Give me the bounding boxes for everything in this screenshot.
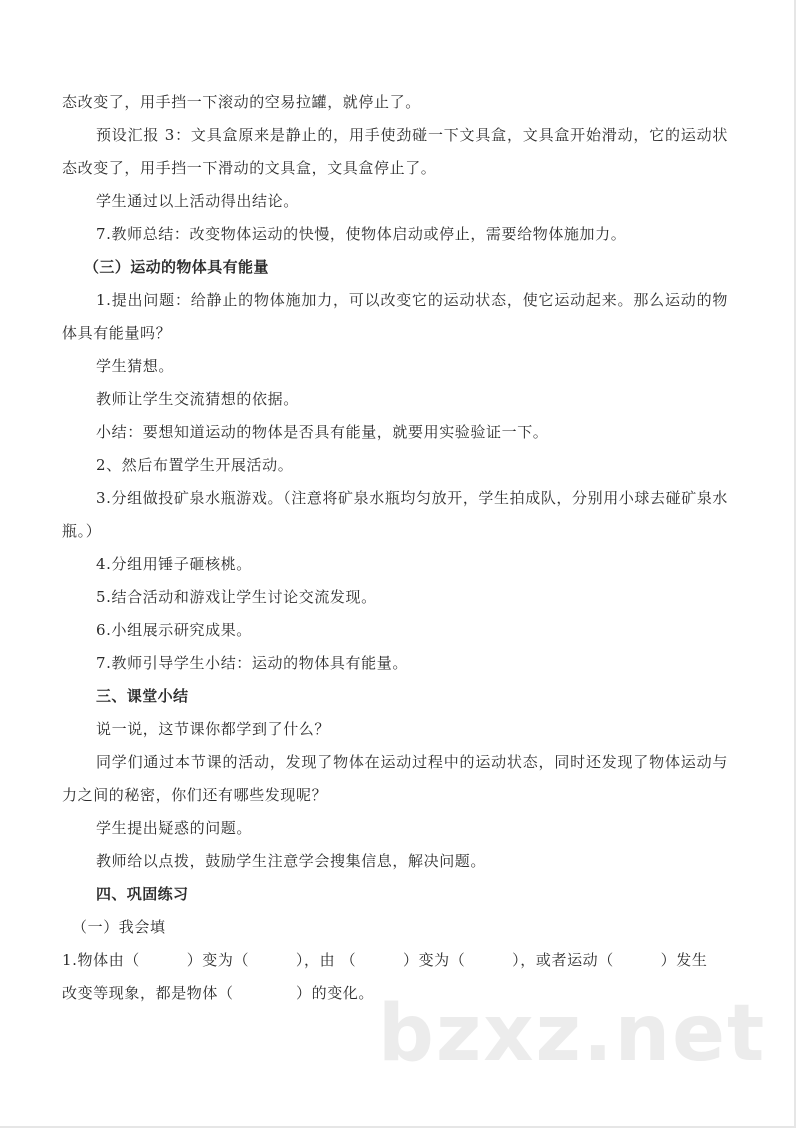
paragraph-question: 1.提出问题：给静止的物体施加力，可以改变它的运动状态，使它运动起来。那么运动的物体具有能量吗？ xyxy=(62,291,728,342)
paragraph-line: 态改变了，用手挡一下滚动的空易拉罐，就停止了。 xyxy=(62,93,421,111)
paragraph-line: 2、然后布置学生开展活动。 xyxy=(96,456,294,474)
section-heading-summary: 三、课堂小结 xyxy=(96,687,189,705)
paragraph-line: 7.教师引导学生小结：运动的物体具有能量。 xyxy=(96,654,408,672)
document-body xyxy=(62,86,728,1010)
paragraph-discovery: 同学们通过本节课的活动，发现了物体在运动过程中的运动状态，同时还发现了物体运动与力之间的秘密，你们还有哪些发现呢？ xyxy=(62,753,728,804)
paragraph-line: 学生猜想。 xyxy=(96,357,175,375)
subsection-heading-fill-in: （一）我会填 xyxy=(72,918,166,936)
section-heading-practice: 四、巩固练习 xyxy=(96,885,189,903)
paragraph-line: 5.结合活动和游戏让学生讨论交流发现。 xyxy=(96,588,377,606)
paragraph-line: 7.教师总结：改变物体运动的快慢，使物体启动或停止，需要给物体施加力。 xyxy=(96,225,627,243)
fill-in-question-line: 改变等现象，都是物体（ ）的变化。 xyxy=(62,984,375,1002)
paragraph-line: 学生通过以上活动得出结论。 xyxy=(96,192,299,210)
paragraph-preset-report-3: 预设汇报 3：文具盒原来是静止的，用手使劲碰一下文具盒，文具盒开始滑动，它的运动状态改变了，用手挡一下滑动的文具盒，文具盒停止了。 xyxy=(62,126,728,177)
paragraph-line: 教师给以点拨，鼓励学生注意学会搜集信息，解决问题。 xyxy=(96,852,487,870)
paragraph-line: 学生提出疑惑的问题。 xyxy=(96,819,253,837)
paragraph-bottle-game: 3.分组做投矿泉水瓶游戏。（注意将矿泉水瓶均匀放开，学生拍成队，分别用小球去碰矿泉水瓶。） xyxy=(62,489,729,540)
paragraph-line: 教师让学生交流猜想的依据。 xyxy=(96,390,299,408)
section-heading-energy: （三）运动的物体具有能量 xyxy=(84,258,269,276)
paragraph-line: 小结：要想知道运动的物体是否具有能量，就要用实验验证一下。 xyxy=(96,423,549,441)
fill-in-question-line: 1.物体由（ ）变为（ ），由 （ ）变为（ ），或者运动（ ）发生 xyxy=(62,951,708,969)
paragraph-line: 4.分组用锤子砸核桃。 xyxy=(96,555,252,573)
paragraph-line: 说一说，这节课你都学到了什么？ xyxy=(96,720,331,738)
paragraph-line: 6.小组展示研究成果。 xyxy=(96,621,252,639)
watermark: bzxz.net xyxy=(378,989,767,1079)
